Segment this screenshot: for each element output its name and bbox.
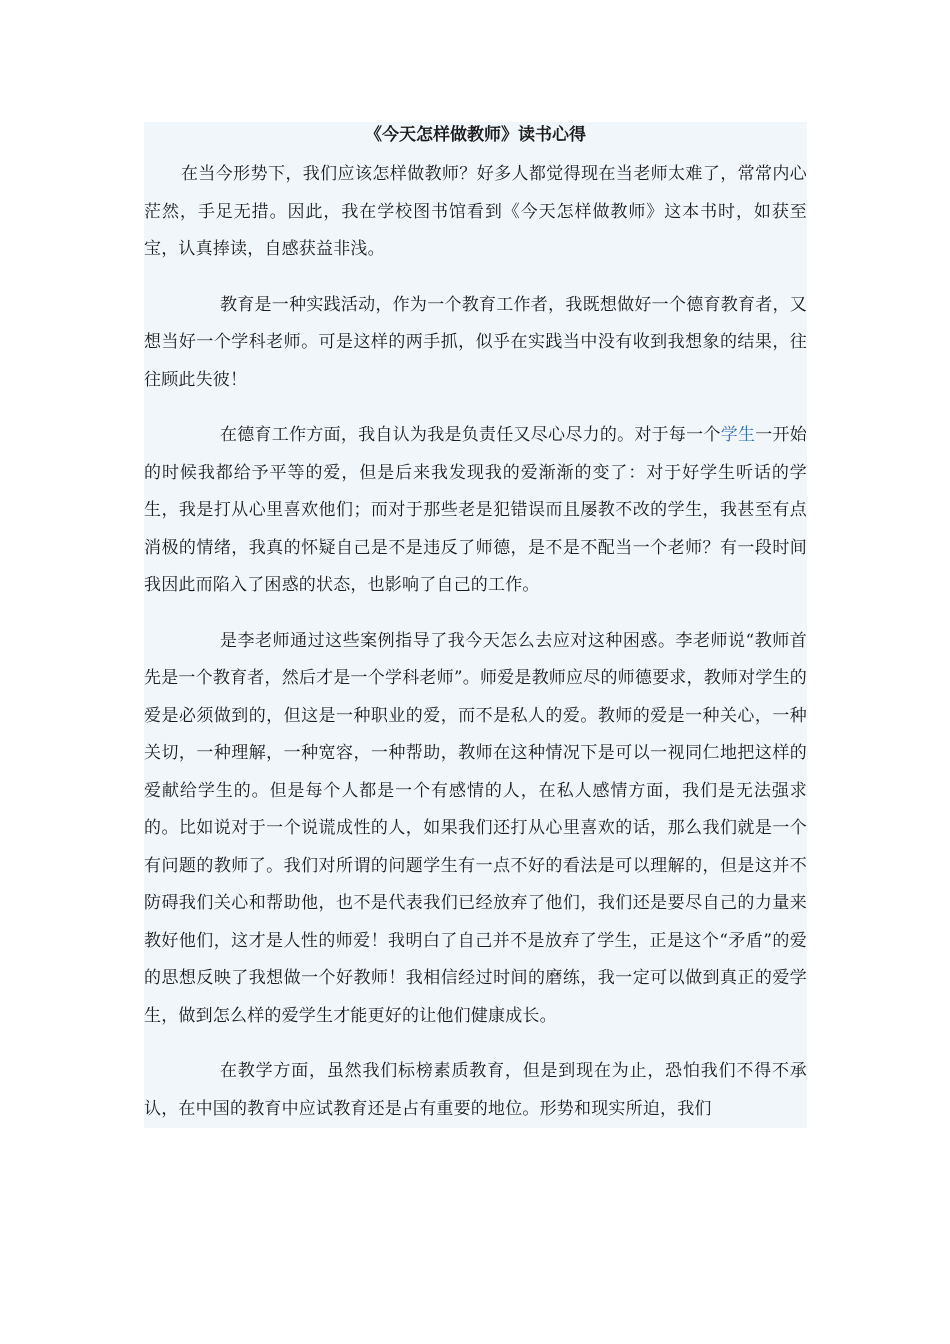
document-body: [144, 122, 807, 1128]
paragraph-text-before-link: 在德育工作方面，我自认为我是负责任又尽心尽力的。对于每一个: [220, 425, 721, 445]
paragraph-text-after-link: 一开始的时候我都给予平等的爱，但是后来我发现我的爱渐渐的变了：对于好学生听话的学生，我是打从心里喜欢他们；而对于那些老是犯错误而且屡教不改的学生，我甚至有点消极的情绪，我真的怀疑自己是不是违反了师德，是不是不配当一个老师？有一段时间我因此而陷入了困惑的状态，也影响了自己的工作。: [144, 425, 807, 595]
paragraph-gap: [144, 605, 807, 623]
paragraph-teaching: 在教学方面，虽然我们标榜素质教育，但是到现在为止，恐怕我们不得不承认，在中国的教育中应试教育还是占有重要的地位。形势和现实所迫，我们: [144, 1061, 807, 1119]
paragraph-moral-education: [144, 417, 807, 605]
document-title: 《今天怎样做教师》读书心得: [365, 125, 586, 145]
paragraph-practice: 教育是一种实践活动，作为一个教育工作者，我既想做好一个德育教育者，又想当好一个学科老师。可是这样的两手抓，似乎在实践当中没有收到我想象的结果，往往顾此失彼！: [144, 294, 807, 390]
paragraph-gap: [144, 1035, 807, 1053]
paragraph-gap: [144, 399, 807, 417]
student-link[interactable]: 学生: [720, 425, 756, 445]
paragraph-intro: 在当今形势下，我们应该怎样做教师？好多人都觉得现在当老师太难了，常常内心茫然，手足无措。因此，我在学校图书馆看到《今天怎样做教师》这本书时，如获至宝，认真捧读，自感获益非浅。: [144, 164, 807, 259]
paragraph-teacher-love: 是李老师通过这些案例指导了我今天怎么去应对这种困惑。李老师说“教师首先是一个教育者，然后才是一个学科老师”。师爱是教师应尽的师德要求，教师对学生的爱是必须做到的，但这是一种职业的爱，而不是私人的爱。教师的爱是一种关心，一种关切，一种理解，一种宽容，一种帮助，教师在这种情况下是可以一视同仁地把这样的爱献给学生的。但是每个人都是一个有感情的人，在私人感情方面，我们是无法强求的。比如说对于一个说谎成性的人，如果我们还打从心里喜欢的话，那么我们就是一个有问题的教师了。我们对所谓的问题学生有一点不好的看法是可以理解的，但是这并不防碍我们关心和帮助他，也不是代表我们已经放弃了他们，我们还是要尽自己的力量来教好他们，这才是人性的师爱！我明白了自己并不是放弃了学生，正是这个“矛盾”的爱的思想反映了我想做一个好教师！我相信经过时间的磨练，我一定可以做到真正的爱学生，做到怎么样的爱学生才能更好的让他们健康成长。: [144, 630, 807, 1026]
paragraph-gap: [144, 269, 807, 287]
